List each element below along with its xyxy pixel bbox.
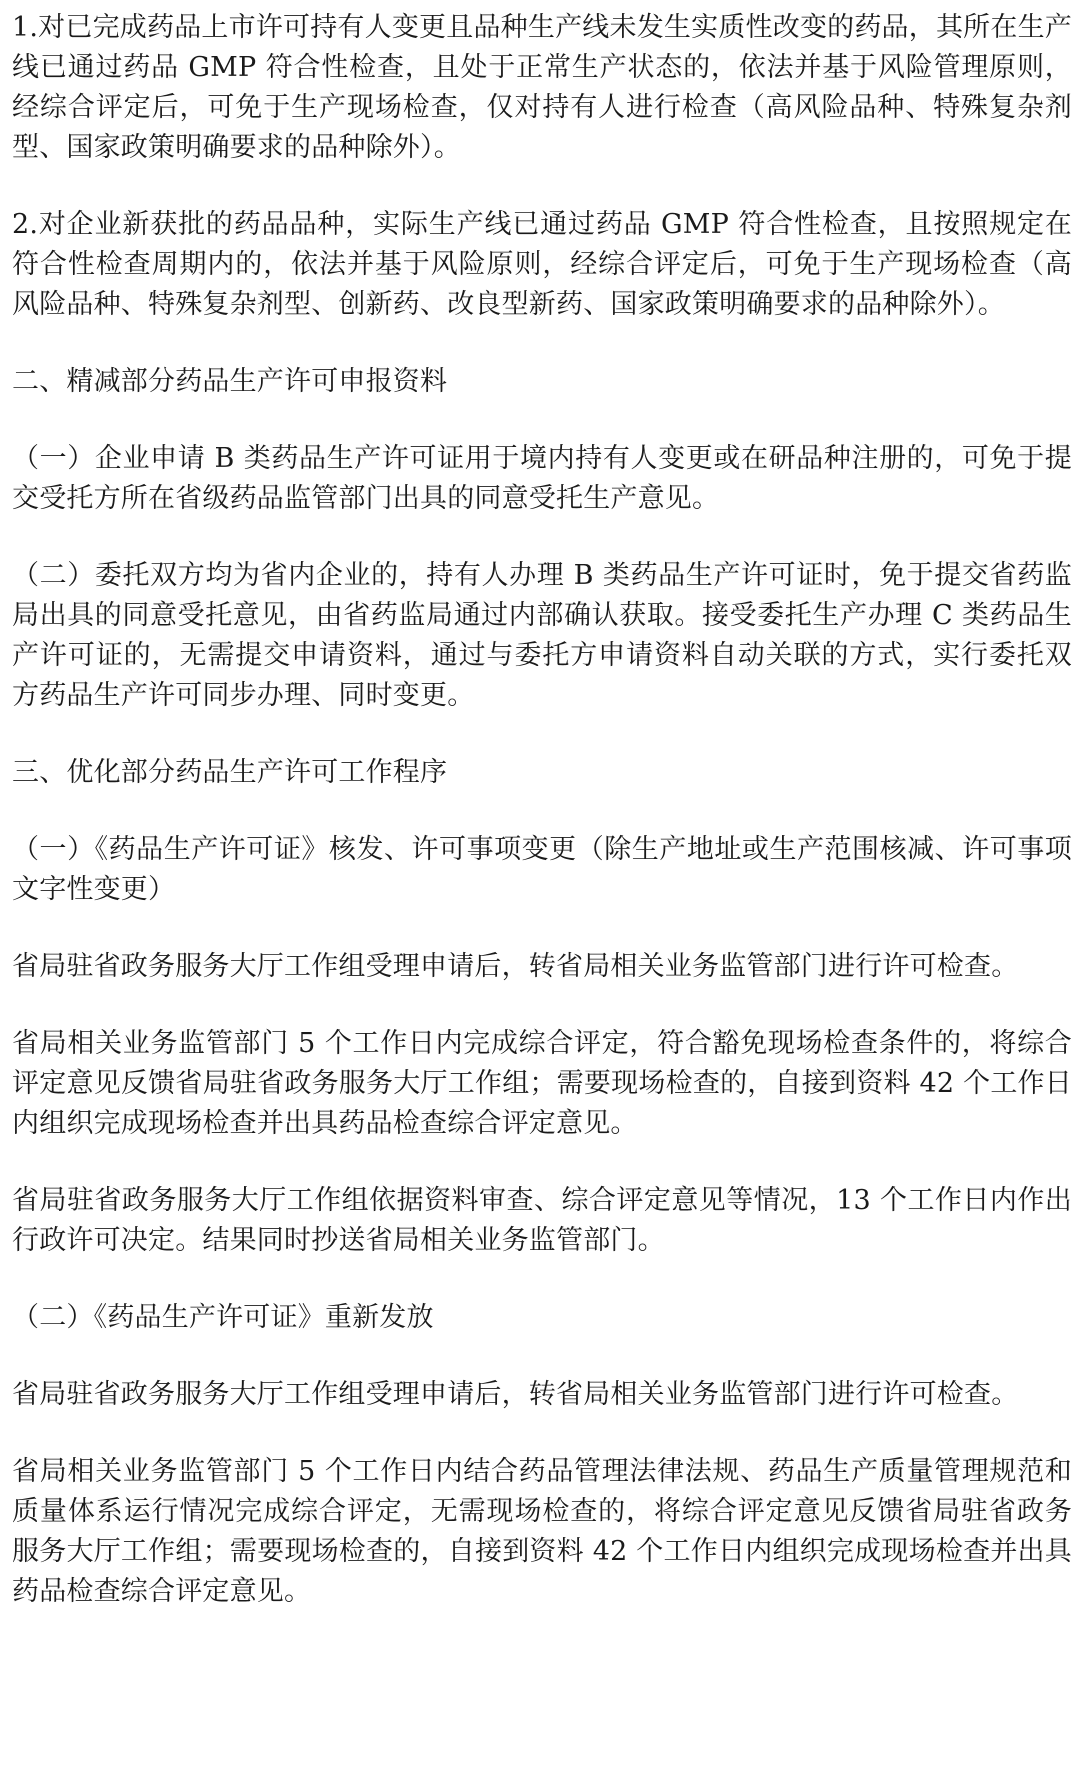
paragraph-2-1: （一）企业申请 B 类药品生产许可证用于境内持有人变更或在研品种注册的，可免于提交受托方所在省级药品监管部门出具的同意受托生产意见。 [12, 443, 1072, 514]
subheading-3-1: （一）《药品生产许可证》核发、许可事项变更（除生产地址或生产范围核减、许可事项文字性变更） [12, 834, 1072, 905]
paragraph-3-1-c: 省局驻省政务服务大厅工作组依据资料审查、综合评定意见等情况，13 个工作日内作出行政许可决定。结果同时抄送省局相关业务监管部门。 [12, 1185, 1072, 1256]
paragraph-3-2-a: 省局驻省政务服务大厅工作组受理申请后，转省局相关业务监管部门进行许可检查。 [12, 1379, 1019, 1410]
section-heading-3: 三、优化部分药品生产许可工作程序 [12, 757, 448, 788]
paragraph-item-2: 2.对企业新获批的药品品种，实际生产线已通过药品 GMP 符合性检查，且按照规定在符合性检查周期内的，依法并基于风险原则，经综合评定后，可免于生产现场检查（高风险品种、特殊复杂剂型、创新药、改良型新药、国家政策明确要求的品种除外）。 [12, 209, 1072, 320]
section-heading-2: 二、精减部分药品生产许可申报资料 [12, 366, 448, 397]
paragraph-3-2-b: 省局相关业务监管部门 5 个工作日内结合药品管理法律法规、药品生产质量管理规范和质量体系运行情况完成综合评定，无需现场检查的，将综合评定意见反馈省局驻省政务服务大厅工作组；需要现场检查的，自接到资料 42 个工作日内组织完成现场检查并出具药品检查综合评定意见。 [12, 1456, 1072, 1607]
paragraph-item-1: 1.对已完成药品上市许可持有人变更且品种生产线未发生实质性改变的药品，其所在生产线已通过药品 GMP 符合性检查，且处于正常生产状态的，依法并基于风险管理原则，经综合评定后，可免于生产现场检查，仅对持有人进行检查（高风险品种、特殊复杂剂型、国家政策明确要求的品种除外）。 [12, 12, 1072, 163]
paragraph-3-1-b: 省局相关业务监管部门 5 个工作日内完成综合评定，符合豁免现场检查条件的，将综合评定意见反馈省局驻省政务服务大厅工作组；需要现场检查的，自接到资料 42 个工作日内组织完成现场检查并出具药品检查综合评定意见。 [12, 1028, 1072, 1139]
paragraph-2-2: （二）委托双方均为省内企业的，持有人办理 B 类药品生产许可证时，免于提交省药监局出具的同意受托意见，由省药监局通过内部确认获取。接受委托生产办理 C 类药品生产许可证的，无需提交申请资料，通过与委托方申请资料自动关联的方式，实行委托双方药品生产许可同步办理、同时变更。 [12, 560, 1072, 711]
subheading-3-2: （二）《药品生产许可证》重新发放 [12, 1302, 434, 1333]
paragraph-3-1-a: 省局驻省政务服务大厅工作组受理申请后，转省局相关业务监管部门进行许可检查。 [12, 951, 1019, 982]
